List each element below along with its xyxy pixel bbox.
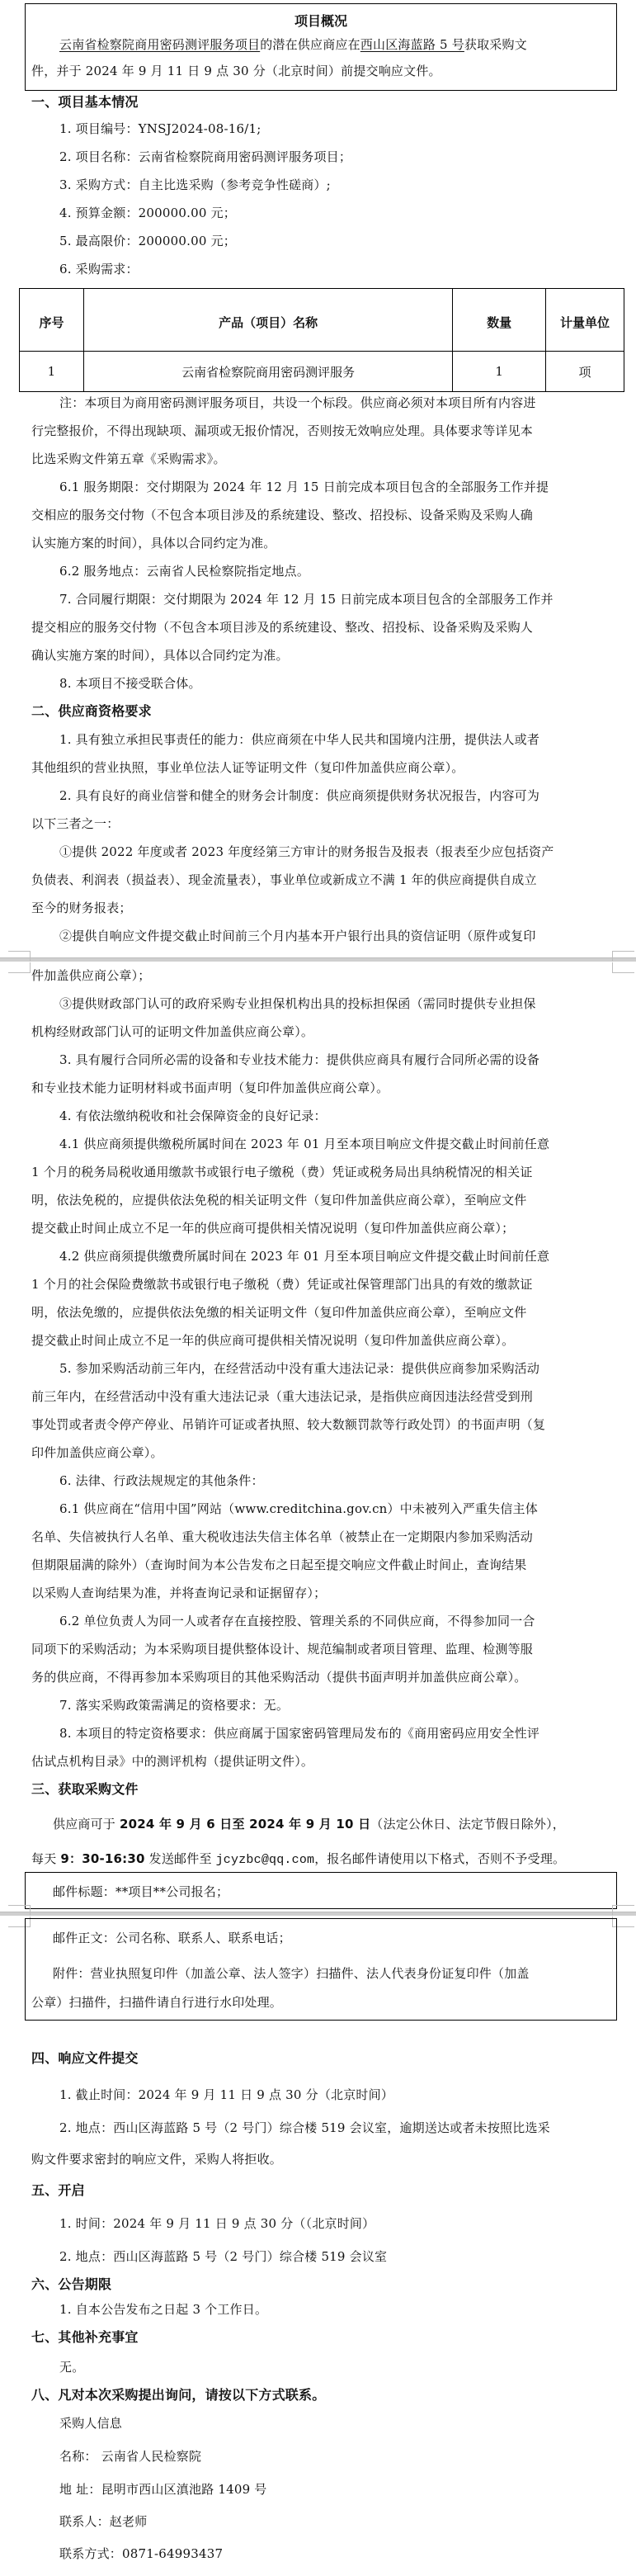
mail-attachment-line: 附件：营业执照复印件（加盖公章、法人签字）扫描件、法人代表身份证复印件（加盖 bbox=[53, 1966, 530, 1981]
option-1-line: 至今的财务报表； bbox=[31, 900, 132, 915]
crop-mark bbox=[8, 962, 31, 973]
cell-quantity: 1 bbox=[453, 352, 546, 392]
item-max-price: 5. 最高限价：200000.00 元； bbox=[59, 234, 236, 248]
qual-41-line: 明，依法免税的，应提供依法免税的相关证明文件（复印件加盖供应商公章），至响应文件 bbox=[31, 1193, 527, 1208]
project-name-underlined: 云南省检察院商用密码测评服务项目 bbox=[59, 37, 261, 52]
item-budget: 4. 预算金额：200000.00 元； bbox=[59, 206, 236, 220]
acquire-text: 供应商可于 bbox=[53, 1817, 120, 1832]
qual-7: 7. 落实采购政策需满足的资格要求：无。 bbox=[59, 1698, 290, 1713]
mail-body-format: 邮件正文：公司名称、联系人、联系电话； bbox=[53, 1931, 291, 1945]
cell-product: 云南省检察院商用密码测评服务 bbox=[83, 352, 452, 392]
qual-5-line: 5. 参加采购活动前三年内，在经营活动中没有重大违法记录：提供供应商参加采购活动 bbox=[59, 1361, 540, 1376]
section-5-heading: 五、开启 bbox=[31, 2182, 85, 2198]
registration-email[interactable]: jcyzbc@qq.com bbox=[215, 1853, 315, 1867]
submission-location-line: 2. 地点：西山区海蓝路 5 号（2 号门）综合楼 519 会议室，逾期送达或者未按照比选采 bbox=[59, 2120, 550, 2135]
acquire-period-line bbox=[53, 1816, 565, 1832]
section-6-heading: 六、公告期限 bbox=[31, 2276, 112, 2292]
overview-line-1 bbox=[59, 36, 527, 53]
crop-mark bbox=[612, 962, 634, 973]
qual-1-line: 1. 具有独立承担民事责任的能力：供应商须在中华人民共和国境内注册，提供法人或者 bbox=[59, 732, 540, 747]
qual-6-heading: 6. 法律、行政法规规定的其他条件： bbox=[59, 1473, 264, 1488]
item-project-name: 2. 项目名称：云南省检察院商用密码测评服务项目； bbox=[59, 149, 352, 164]
item-requirements: 6. 采购需求： bbox=[59, 262, 139, 277]
qual-42-line: 1 个月的社会保险费缴款书或银行电子缴税（费）凭证或社保管理部门出具的有效的缴款证 bbox=[31, 1277, 533, 1292]
purchaser-contact: 联系人：赵老师 bbox=[59, 2514, 148, 2529]
crop-mark bbox=[612, 951, 634, 962]
qual-4-heading: 4. 有依法缴纳税收和社会保障资金的良好记录： bbox=[59, 1108, 327, 1123]
opening-time: 1. 时间：2024 年 9 月 11 日 9 点 30 分（（北京时间） bbox=[59, 2216, 375, 2231]
qual-8-line: 8. 本项目的特定资格要求：供应商属于国家密码管理局发布的《商用密码应用安全性评 bbox=[59, 1726, 540, 1741]
page-break bbox=[0, 1912, 636, 1916]
opening-location: 2. 地点：西山区海蓝路 5 号（2 号门）综合楼 519 会议室 bbox=[59, 2249, 388, 2264]
table-row bbox=[20, 352, 624, 392]
deadline: 1. 截止时间：2024 年 9 月 11 日 9 点 30 分（北京时间） bbox=[59, 2087, 394, 2102]
mail-subject-format: 邮件标题：**项目**公司报名； bbox=[53, 1884, 229, 1899]
overview-line-2: 件，并于 2024 年 9 月 11 日 9 点 30 分（北京时间）前提交响应文件。 bbox=[31, 64, 441, 78]
qual-3-line: 3. 具有履行合同所必需的设备和专业技术能力：提供供应商具有履行合同所必需的设备 bbox=[59, 1052, 540, 1067]
section-4-heading: 四、响应文件提交 bbox=[31, 2050, 139, 2066]
acquire-date-range: 2024 年 9 月 6 日至 2024 年 9 月 10 日 bbox=[119, 1817, 371, 1832]
section-3-heading: 三、获取采购文件 bbox=[31, 1781, 139, 1797]
qual-5-line: 前三年内，在经营活动中没有重大违法记录（重大违法记录，是指供应商因违法经营受到刑 bbox=[31, 1389, 534, 1404]
section-7-heading: 七、其他补充事宜 bbox=[31, 2329, 139, 2345]
option-1-line: 负债表、利润表（损益表）、现金流量表），事业单位或新成立不满 1 年的供应商提供自成立 bbox=[31, 872, 537, 887]
service-location: 6.2 服务地点：云南省人民检察院指定地点。 bbox=[59, 564, 310, 579]
service-period-line: 交相应的服务交付物（不包含本项目涉及的系统建设、整改、招投标、设备采购及采购人确 bbox=[31, 508, 534, 522]
acquire-text: 每天 bbox=[31, 1851, 61, 1866]
qual-41-line: 4.1 供应商须提供缴税所属时间在 2023 年 01 月至本项目响应文件提交截止时间前任意 bbox=[59, 1137, 550, 1151]
overview-text: 的潜在供应商应在 bbox=[260, 37, 360, 52]
other-matters: 无。 bbox=[59, 2360, 85, 2375]
acquire-hours: 9：30-16:30 bbox=[60, 1851, 145, 1866]
contract-period-line: 7. 合同履行期限：交付期限为 2024 年 12 月 15 日前完成本项目包含的全部服务工作并 bbox=[59, 592, 554, 607]
section-8-heading: 八、凡对本次采购提出询问，请按以下方式联系。 bbox=[31, 2387, 326, 2403]
option-3-line: 机构经财政部门认可的证明文件加盖供应商公章）。 bbox=[31, 1024, 314, 1039]
qual-42-line: 提交截止时间止成立不足一年的供应商可提供相关情况说明（复印件加盖供应商公章）。 bbox=[31, 1333, 515, 1348]
cell-index: 1 bbox=[20, 352, 84, 392]
qual-61-line: 但期限届满的除外）（查询时间为本公告发布之日起至提交响应文件截止时间止，查询结果 bbox=[31, 1557, 527, 1572]
submission-location-line: 购文件要求密封的响应文件，采购人将拒收。 bbox=[31, 2152, 283, 2167]
acquire-text: 发送邮件至 bbox=[144, 1851, 216, 1866]
contract-period-line: 确认实施方案的时间），具体以合同约定为准。 bbox=[31, 648, 289, 663]
crop-mark bbox=[8, 1905, 31, 1916]
qual-2-line: 2. 具有良好的商业信誉和健全的财务会计制度：供应商须提供财务状况报告，内容可为 bbox=[59, 788, 540, 803]
overview-title: 项目概况 bbox=[294, 13, 347, 29]
section-2-heading: 二、供应商资格要求 bbox=[31, 703, 152, 719]
address-underlined: 西山区海蓝路 5 号 bbox=[360, 37, 464, 52]
item-procurement-method: 3. 采购方式：自主比选采购（参考竞争性磋商）; bbox=[59, 177, 331, 192]
overview-text: 获取采购文 bbox=[464, 37, 527, 52]
purchaser-name: 名称： 云南省人民检察院 bbox=[59, 2449, 202, 2464]
qual-61-line: 6.1 供应商在“信用中国”网站（www.creditchina.gov.cn）中未被列入严重失信主体 bbox=[59, 1501, 538, 1516]
acquire-text: ，报名邮件请使用以下格式，否则不予受理。 bbox=[314, 1851, 566, 1866]
qual-5-line: 印件加盖供应商公章）。 bbox=[31, 1445, 163, 1460]
requirements-table bbox=[19, 288, 624, 392]
acquire-text: （法定公休日、法定节假日除外）， bbox=[370, 1817, 565, 1832]
qual-41-line: 1 个月的税务局税收通用缴款书或银行电子缴税（费）凭证或税务局出具纳税情况的相关证 bbox=[31, 1165, 533, 1179]
qual-3-line: 和专业技术能力证明材料或书面声明（复印件加盖供应商公章）。 bbox=[31, 1080, 389, 1095]
cell-unit: 项 bbox=[546, 352, 624, 392]
qual-41-line: 提交截止时间止成立不足一年的供应商可提供相关情况说明（复印件加盖供应商公章）； bbox=[31, 1221, 515, 1236]
col-header-quantity: 数量 bbox=[453, 289, 546, 352]
notice-period: 1. 自本公告发布之日起 3 个工作日。 bbox=[59, 2302, 268, 2317]
acquire-hours-line bbox=[31, 1850, 565, 1869]
option-3-line: ③提供财政部门认可的政府采购专业担保机构出具的投标担保函（需同时提供专业担保 bbox=[59, 996, 536, 1011]
option-2-line: ②提供自响应文件提交截止时间前三个月内基本开户银行出具的资信证明（原件或复印 bbox=[59, 929, 536, 943]
service-period-line: 认实施方案的时间），具体以合同约定为准。 bbox=[31, 536, 276, 551]
qual-8-line: 估试点机构目录》中的测评机构（提供证明文件）。 bbox=[31, 1754, 314, 1769]
crop-mark bbox=[612, 1905, 634, 1916]
crop-mark bbox=[8, 951, 31, 962]
page-break bbox=[0, 957, 636, 962]
qual-61-line: 以采购人查询结果为准，并将查询记录和证据留存）； bbox=[31, 1586, 327, 1600]
no-consortium: 8. 本项目不接受联合体。 bbox=[59, 676, 201, 691]
option-1-line: ①提供 2022 年度或者 2023 年度经第三方审计的财务报告及报表（报表至少应包括资产 bbox=[59, 844, 554, 859]
service-period-line: 6.1 服务期限：交付期限为 2024 年 12 月 15 日前完成本项目包含的全部服务工作并提 bbox=[59, 480, 549, 494]
note-line: 比选采购文件第五章《采购需求》。 bbox=[31, 451, 226, 466]
table-header-row bbox=[20, 289, 624, 352]
qual-62-line: 务的供应商，不得再参加本采购项目的其他采购活动（提供书面声明并加盖供应商公章）。 bbox=[31, 1670, 527, 1685]
purchaser-info-label: 采购人信息 bbox=[59, 2416, 123, 2431]
option-2-line: 件加盖供应商公章）； bbox=[31, 968, 151, 983]
col-header-index: 序号 bbox=[20, 289, 84, 352]
qual-5-line: 事处罚或者责令停产停业、吊销许可证或者执照、较大数额罚款等行政处罚）的书面声明（复 bbox=[31, 1417, 546, 1432]
col-header-product: 产品（项目）名称 bbox=[83, 289, 452, 352]
note-line: 注：本项目为商用密码测评服务项目，共设一个标段。供应商必须对本项目所有内容进 bbox=[59, 395, 536, 410]
mail-attachment-line: 公章）扫描件，扫描件请自行进行水印处理。 bbox=[31, 1995, 283, 2010]
purchaser-phone: 联系方式：0871-64993437 bbox=[59, 2546, 224, 2561]
contract-period-line: 提交相应的服务交付物（不包含本项目涉及的系统建设、整改、招投标、设备采购及采购人 bbox=[31, 620, 534, 635]
qual-62-line: 同项下的采购活动；为本采购项目提供整体设计、规范编制或者项目管理、监理、检测等服 bbox=[31, 1642, 534, 1657]
item-project-number: 1. 项目编号：YNSJ2024-08-16/1; bbox=[59, 121, 261, 136]
col-header-unit: 计量单位 bbox=[546, 289, 624, 352]
qual-2-line: 以下三者之一： bbox=[31, 816, 120, 831]
purchaser-address: 地 址：昆明市西山区滇池路 1409 号 bbox=[59, 2482, 267, 2497]
section-1-heading: 一、项目基本情况 bbox=[31, 94, 139, 110]
note-line: 行完整报价，不得出现缺项、漏项或无报价情况，否则按无效响应处理。具体要求等详见本 bbox=[31, 423, 534, 438]
qual-61-line: 名单、失信被执行人名单、重大税收违法失信主体名单（被禁止在一定期限内参加采购活动 bbox=[31, 1529, 534, 1544]
qual-42-line: 明，依法免缴的，应提供依法免缴的相关证明文件（复印件加盖供应商公章），至响应文件 bbox=[31, 1305, 527, 1320]
qual-1-line: 其他组织的营业执照，事业单位法人证等证明文件（复印件加盖供应商公章）。 bbox=[31, 760, 464, 775]
qual-62-line: 6.2 单位负责人为同一人或者存在直接控股、管理关系的不同供应商，不得参加同一合 bbox=[59, 1614, 535, 1628]
qual-42-line: 4.2 供应商须提供缴费所属时间在 2023 年 01 月至本项目响应文件提交截止时间前任意 bbox=[59, 1249, 550, 1264]
